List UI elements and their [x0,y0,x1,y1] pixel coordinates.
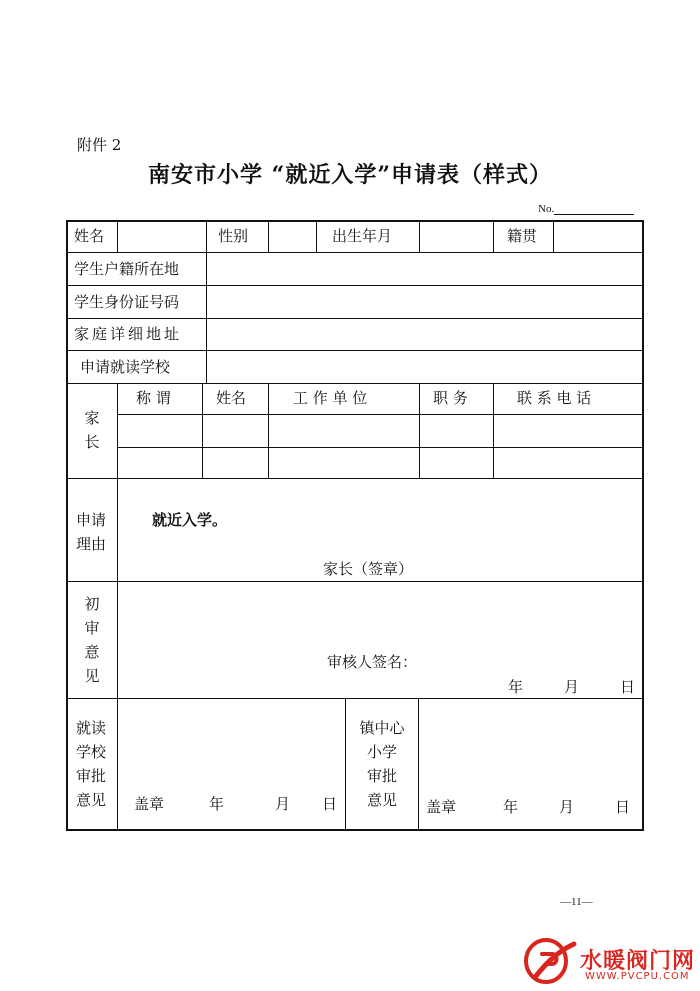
row-divider [66,581,644,582]
row-divider [66,478,644,479]
reason-text: 就近入学。 [152,511,228,529]
relationship-header: 称 谓 [136,389,171,407]
name-field[interactable] [118,221,205,251]
parent-1-phone-field[interactable] [494,415,641,446]
applied-school-label: 申请就读学校 [80,358,171,376]
serial-number-field[interactable] [554,214,634,215]
school-stamp-label: 盖章 [134,795,165,813]
phone-header: 联 系 电 话 [517,389,592,407]
watermark-logo-icon [522,936,578,986]
native-place-label: 籍贯 [507,227,538,245]
watermark-text: 水暖阀门网 [580,949,696,974]
row-divider [66,383,644,384]
page-number: —11— [560,896,593,908]
col-divider [418,698,419,829]
parent-signature-label: 家长（签章） [323,560,414,578]
attachment-label: 附件 2 [77,136,122,154]
review-month-label: 月 [564,678,580,696]
parent-2-phone-field[interactable] [494,448,641,477]
town-month-label: 月 [559,798,575,816]
preliminary-review-label: 初 审 意 见 [84,595,100,685]
row-divider [66,698,644,699]
birth-date-field[interactable] [420,221,492,251]
student-id-number-field[interactable] [207,286,641,317]
col-divider [206,220,207,252]
parent-2-employer-field[interactable] [269,448,418,477]
school-year-label: 年 [209,795,225,813]
gender-field[interactable] [269,221,315,251]
parent-1-position-field[interactable] [420,415,492,446]
parent-name-header: 姓名 [216,389,247,407]
home-address-field[interactable] [207,319,641,349]
name-label: 姓名 [74,227,105,245]
birth-date-label: 出生年月 [332,227,393,245]
parent-2-name-field[interactable] [203,448,267,477]
col-divider [493,220,494,252]
applied-school-field[interactable] [207,351,641,382]
review-day-label: 日 [620,678,636,696]
parent-1-relationship-field[interactable] [118,415,201,446]
student-id-number-label: 学生身份证号码 [74,293,180,311]
school-approval-label: 就读 学校 审批 意见 [75,719,106,809]
town-stamp-label: 盖章 [426,798,457,816]
table-border-bottom [66,829,644,831]
parent-1-employer-field[interactable] [269,415,418,446]
school-month-label: 月 [275,795,291,813]
parent-2-relationship-field[interactable] [118,448,201,477]
household-registration-field[interactable] [207,253,641,284]
col-divider [117,478,118,698]
parent-2-position-field[interactable] [420,448,492,477]
watermark-url: WWW.PVCPU.COM [585,971,690,982]
page-title: 南安市小学 “就近入学”申请表（样式） [148,162,552,188]
table-border-right [642,220,644,831]
parent-1-name-field[interactable] [203,415,267,446]
col-divider [316,220,317,252]
review-year-label: 年 [508,678,524,696]
position-header: 职 务 [433,389,468,407]
reason-label: 申请 理由 [75,511,106,553]
col-divider [345,698,346,829]
gender-label: 性别 [218,227,249,245]
reviewer-signature-label: 审核人签名： [327,653,418,671]
town-day-label: 日 [615,798,631,816]
table-border-left [66,220,68,831]
home-address-label: 家庭详细地址 [74,325,183,343]
col-divider [117,698,118,829]
town-year-label: 年 [503,798,519,816]
parents-label: 家 长 [84,409,100,451]
employer-header: 工 作 单 位 [293,389,368,407]
town-center-approval-label: 镇中心 小学 审批 意见 [359,719,405,809]
native-place-field[interactable] [554,221,641,251]
household-registration-label: 学生户籍所在地 [74,260,180,278]
serial-number-label: No. [538,203,555,215]
school-day-label: 日 [322,795,338,813]
